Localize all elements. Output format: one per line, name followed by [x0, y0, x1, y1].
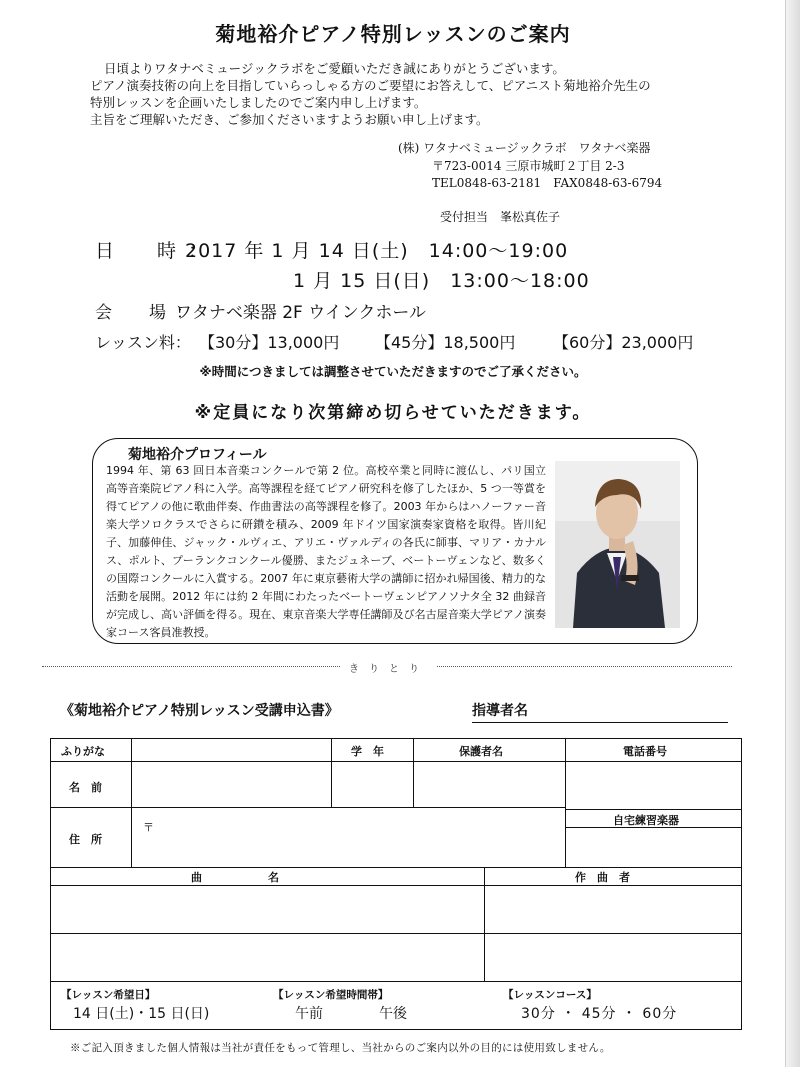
venue: ワタナベ楽器 2F ウインクホール [175, 303, 427, 323]
company-phone: TEL0848-63-2181 FAX0848-63-6794 [432, 176, 663, 190]
grade-input[interactable] [332, 762, 413, 807]
schedule-note: ※時間につきましては調整させていただきますのでご了承ください。 [199, 364, 587, 379]
course-options[interactable]: 30分 ・ 45分 ・ 60分 [521, 1006, 678, 1022]
fee-row [95, 330, 693, 353]
profile-title: 菊地裕介プロフィール [128, 447, 267, 463]
date-2: 1 月 15 日(日) 13:00〜18:00 [293, 270, 590, 292]
instructor-name-field[interactable] [472, 700, 728, 723]
guardian-label: 保護者名 [459, 745, 503, 758]
composer-input-1[interactable] [485, 886, 741, 933]
date-options[interactable]: 14 日(土)・15 日(日) [73, 1006, 210, 1022]
home-instrument-label: 自宅練習楽器 [613, 814, 679, 827]
intro-line-4: 主旨をご理解いただき、ご参加くださいますようお願い申し上げます。 [90, 112, 489, 127]
intro-text [90, 60, 730, 128]
date-option-header: 【レッスン希望日】 [61, 989, 156, 1001]
date-1: 2017 年 1 月 14 日(土) 14:00〜19:00 [185, 240, 569, 262]
cut-line-label: きりとり [341, 660, 437, 675]
reception-contact: 受付担当 峯松真佐子 [440, 210, 561, 224]
phone-input[interactable] [566, 762, 741, 809]
capacity-note: ※定員になり次第締め切らせていただきます。 [194, 403, 592, 423]
privacy-footer: ※ご記入頂きました個人情報は当社が責任をもって管理し、当社からのご案内以外の目的には使用致しません。 [70, 1042, 611, 1054]
date-row-2 [293, 266, 590, 293]
page-title: 菊地裕介ピアノ特別レッスンのご案内 [215, 22, 571, 46]
instructor-label: 指導者名 [472, 703, 528, 719]
time-option-am[interactable]: 午前 [295, 1006, 323, 1022]
name-label: 名 前 [69, 781, 102, 794]
postal-mark: 〒 [143, 821, 154, 834]
address-label: 住 所 [69, 833, 102, 846]
course-option-header: 【レッスンコース】 [503, 989, 597, 1001]
composer-label: 作 曲 者 [575, 871, 630, 884]
fee-30: 【30分】13,000円 [199, 333, 340, 352]
venue-label: 会 場： [95, 303, 203, 323]
furigana-input[interactable] [132, 739, 331, 761]
fee-label: レッスン料： [95, 333, 191, 352]
row-line [51, 981, 741, 982]
name-input[interactable] [132, 762, 331, 807]
piece-label: 曲 名 [191, 871, 279, 884]
company-name: (株) ワタナベミュージックラボ ワタナベ楽器 [398, 141, 651, 155]
company-info [398, 140, 662, 193]
piece-input-2[interactable] [51, 934, 484, 981]
company-address: 〒723-0014 三原市城町２丁目 2-3 [432, 158, 625, 173]
application-form [50, 738, 742, 1030]
fee-45: 【45分】18,500円 [375, 333, 516, 352]
profile-photo [555, 461, 680, 628]
piece-input-1[interactable] [51, 886, 484, 933]
time-option-header: 【レッスン希望時間帯】 [273, 989, 389, 1001]
date-row-1 [95, 236, 568, 263]
profile-text: 1994 年、第 63 回日本音楽コンクールで第 2 位。高校卒業と同時に渡仏し、パリ国立高等音楽院ピアノ科に入学。高等課程を経てピアノ研究科を修了したほか、5 つ一等賞を得てピアノの他に歌曲伴奏、作曲書法の高等課程を修了。2003 年からはハノーファー音楽大学ソロクラスでさらに研鑚を積み、2009 年ドイツ国家演奏家資格を取得。皆川紀子、加藤伸佳、ジャック・ルヴィエ、アリエ・ヴァルディの各氏に師事、マリア・カナルス、ポルト、プーランクコンクール優勝、またジュネーブ、ベートーヴェンなど、数多くの国際コンクールに入賞する。2007 年に東京藝術大学の講師に招かれ帰国後、精力的な活動を展開。2012 年には約 2 年間にわたったベートーヴェンピアノソナタ全 32 曲録音が完成し、高い評価を得る。現在、東京音楽大学専任講師及び名古屋音楽大学ピアノ演奏家コース客員准教授。 [106, 464, 546, 639]
pianist-portrait-image [555, 461, 680, 628]
intro-line-2: ピアノ演奏技術の向上を目指していらっしゃる方のご要望にお答えして、ピアニスト菊地裕介先生の [90, 78, 651, 93]
intro-line-1: 日頃よりワタナベミュージックラボをご愛顧いただき誠にありがとうございます。 [104, 61, 565, 76]
address-input[interactable] [132, 808, 565, 867]
form-title: 《菊地裕介ピアノ特別レッスン受講申込書》 [60, 703, 339, 719]
date-label: 日 時： [95, 240, 220, 262]
grade-label: 学 年 [351, 745, 384, 758]
intro-line-3: 特別レッスンを企画いたしましたのでご案内申し上げます。 [90, 95, 427, 110]
phone-label: 電話番号 [623, 745, 667, 758]
furigana-label: ふりがな [61, 745, 105, 758]
fee-60: 【60分】23,000円 [553, 333, 694, 352]
composer-input-2[interactable] [485, 934, 741, 981]
venue-row [95, 298, 426, 323]
home-instrument-input[interactable] [566, 828, 741, 867]
page-edge [785, 0, 800, 1067]
time-option-pm[interactable]: 午後 [379, 1006, 407, 1022]
guardian-input[interactable] [414, 762, 565, 807]
row-line [565, 809, 741, 810]
row-line [51, 867, 741, 868]
